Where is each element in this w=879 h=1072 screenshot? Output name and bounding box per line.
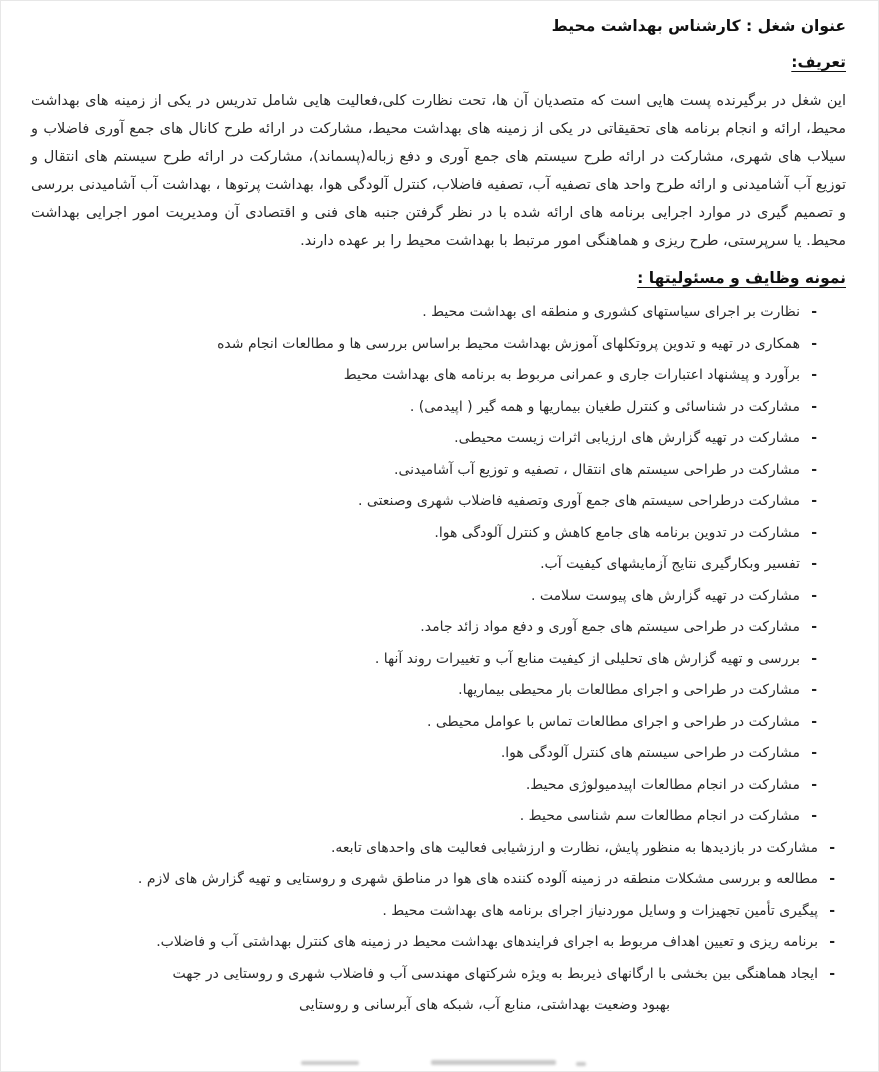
duty-item <box>31 896 835 928</box>
duty-text: مشارکت در طراحی سیستم های کنترل آلودگی هوا. <box>500 745 800 761</box>
duty-text: مشارکت در شناسائی و کنترل طغیان بیماریها و همه گیر ( اپیدمی) . <box>409 398 800 415</box>
bullet-dash-icon: - <box>829 871 835 887</box>
scan-smudge <box>431 1060 556 1065</box>
definition-heading: تعریف: <box>791 53 846 71</box>
duty-text: برنامه ریزی و تعیین اهداف مربوط به اجرای فرایندهای بهداشت محیط در زمینه های کنترل بهداشتی آب و فاضلاب. <box>156 934 818 950</box>
duty-text: مشارکت در طراحی سیستم های انتقال ، تصفیه و توزیع آب آشامیدنی. <box>394 461 800 478</box>
duties-list <box>31 297 846 1022</box>
duty-text: پیگیری تأمین تجهیزات و وسایل موردنیاز اجرای برنامه های بهداشت محیط . <box>382 902 818 919</box>
duty-text: مشارکت در طراحی سیستم های جمع آوری و دفع مواد زائد جامد. <box>420 619 800 635</box>
duty-item <box>31 360 817 392</box>
duty-text: مشارکت در طراحی و اجرای مطالعات بار محیطی بیماریها. <box>458 682 800 698</box>
duty-text: مشارکت در تهیه گزارش های پیوست سلامت . <box>530 587 800 604</box>
duty-item <box>31 455 817 487</box>
duty-text: مشارکت در انجام مطالعات سم شناسی محیط . <box>519 808 800 824</box>
bullet-dash-icon: - <box>811 619 817 635</box>
duty-text-line2: بهبود وضعیت بهداشتی، منابع آب، شبکه های آبرسانی و روستایی <box>298 997 671 1013</box>
bullet-dash-icon: - <box>829 934 835 950</box>
bullet-dash-icon: - <box>811 808 817 824</box>
bullet-dash-icon: - <box>811 556 817 572</box>
bullet-dash-icon: - <box>811 367 817 383</box>
scan-smudge <box>301 1061 359 1065</box>
definition-body: این شغل در برگیرنده پست هایی است که متصدیان آن ها، تحت نظارت کلی،فعالیت هایی شامل تدریس در یکی از زمینه های بهداشت محیط، ارائه و انجام برنامه های تحقیقاتی در یکی از زمینه های بهداشت محیط، مشارکت در ارائه طرح کانال های جمع آوری فاضلاب و سیلاب های شهری، مشارکت در ارائه طرح سیستم های جمع آوری و دفع زباله(پسماند)، مشارکت در ارائه طرح سیستم های انتقال و توزیع آب آشامیدنی و ارائه طرح واحد های تصفیه آب، تصفیه فاضلاب، کنترل آلودگی هوا، بهداشت پرتوها ، بهداشت آب آشامیدنی بررسی و تصمیم گیری در موارد اجرایی برنامه های ارائه شده با در نظر گرفتن جنبه های فنی و اقتصادی آن ومدیریت امور اجرایی بهداشت محیط. یا سرپرستی، طرح ریزی و هماهنگی امور مرتبط با بهداشت محیط را بر عهده دارند. <box>31 93 846 249</box>
page-title: عنوان شغل : کارشناس بهداشت محیط <box>551 17 846 35</box>
duty-text-line1: ایجاد هماهنگی بین بخشی با ارگانهای ذیربط به ویژه شرکتهای مهندسی آب و فاضلاب شهری و روستایی در جهت <box>172 965 818 982</box>
bullet-dash-icon: - <box>829 839 835 856</box>
duty-text: برآورد و پیشنهاد اعتبارات جاری و عمرانی مربوط به برنامه های بهداشت محیط <box>343 367 800 383</box>
bullet-dash-icon: - <box>811 682 817 698</box>
bullet-dash-icon: - <box>811 493 817 509</box>
bullet-dash-icon: - <box>829 965 835 982</box>
duty-item <box>31 549 817 581</box>
duty-item <box>31 675 817 707</box>
duty-text: مشارکت در تدوین برنامه های جامع کاهش و کنترل آلودگی هوا. <box>434 524 800 541</box>
duty-item <box>31 581 817 613</box>
duty-item <box>31 329 817 361</box>
duty-text: مشارکت درطراحی سیستم های جمع آوری وتصفیه فاضلاب شهری وصنعتی . <box>358 493 800 509</box>
duty-item <box>31 423 817 455</box>
duty-item <box>31 297 817 329</box>
duty-text: مشارکت در بازدیدها به منظور پایش، نظارت و ارزشیابی فعالیت های واحدهای تابعه. <box>330 839 818 856</box>
bullet-dash-icon: - <box>811 461 817 478</box>
duty-item <box>31 833 835 865</box>
duty-item <box>31 770 817 802</box>
bullet-dash-icon: - <box>811 335 817 352</box>
duty-text: مشارکت در طراحی و اجرای مطالعات تماس با عوامل محیطی . <box>426 713 800 730</box>
duties-heading: نمونه وظایف و مسئولیتها : <box>637 269 846 287</box>
bullet-dash-icon: - <box>811 398 817 415</box>
bullet-dash-icon: - <box>829 902 835 919</box>
faded-cutoff-line <box>1 1057 878 1069</box>
bullet-dash-icon: - <box>811 745 817 761</box>
duty-text: همکاری در تهیه و تدوین پروتکلهای آموزش بهداشت محیط براساس بررسی ها و مطالعات انجام شده <box>217 335 800 352</box>
duty-text: مشارکت در تهیه گزارش های ارزیابی اثرات زیست محیطی. <box>454 430 800 446</box>
bullet-dash-icon: - <box>811 587 817 604</box>
bullet-dash-icon: - <box>811 430 817 446</box>
duty-text: مطالعه و بررسی مشکلات منطقه در زمینه آلوده کننده های هوا در مناطق شهری و روستایی و تهیه گزارش های لازم . <box>137 871 818 887</box>
duty-item <box>31 801 817 833</box>
bullet-dash-icon: - <box>811 650 817 667</box>
bullet-dash-icon: - <box>811 713 817 730</box>
duty-item <box>31 392 817 424</box>
duty-item <box>31 518 817 550</box>
duty-item <box>31 738 817 770</box>
bullet-dash-icon: - <box>811 304 817 320</box>
duty-item <box>31 486 817 518</box>
duty-item-wrapped <box>31 959 835 1022</box>
scan-smudge <box>576 1062 586 1066</box>
bullet-dash-icon: - <box>811 524 817 541</box>
duty-text: نظارت بر اجرای سیاستهای کشوری و منطقه ای بهداشت محیط . <box>422 304 800 320</box>
duty-item <box>31 927 835 959</box>
duty-text: تفسیر وبکارگیری نتایج آزمایشهای کیفیت آب. <box>540 556 800 572</box>
duty-item <box>31 707 817 739</box>
bullet-dash-icon: - <box>811 776 817 793</box>
duty-text: بررسی و تهیه گزارش های تحلیلی از کیفیت منابع آب و تغییرات روند آنها . <box>374 650 800 667</box>
duty-item <box>31 864 835 896</box>
duty-item <box>31 612 817 644</box>
duty-text: مشارکت در انجام مطالعات اپیدمیولوژی محیط. <box>525 776 800 793</box>
duty-item <box>31 644 817 676</box>
